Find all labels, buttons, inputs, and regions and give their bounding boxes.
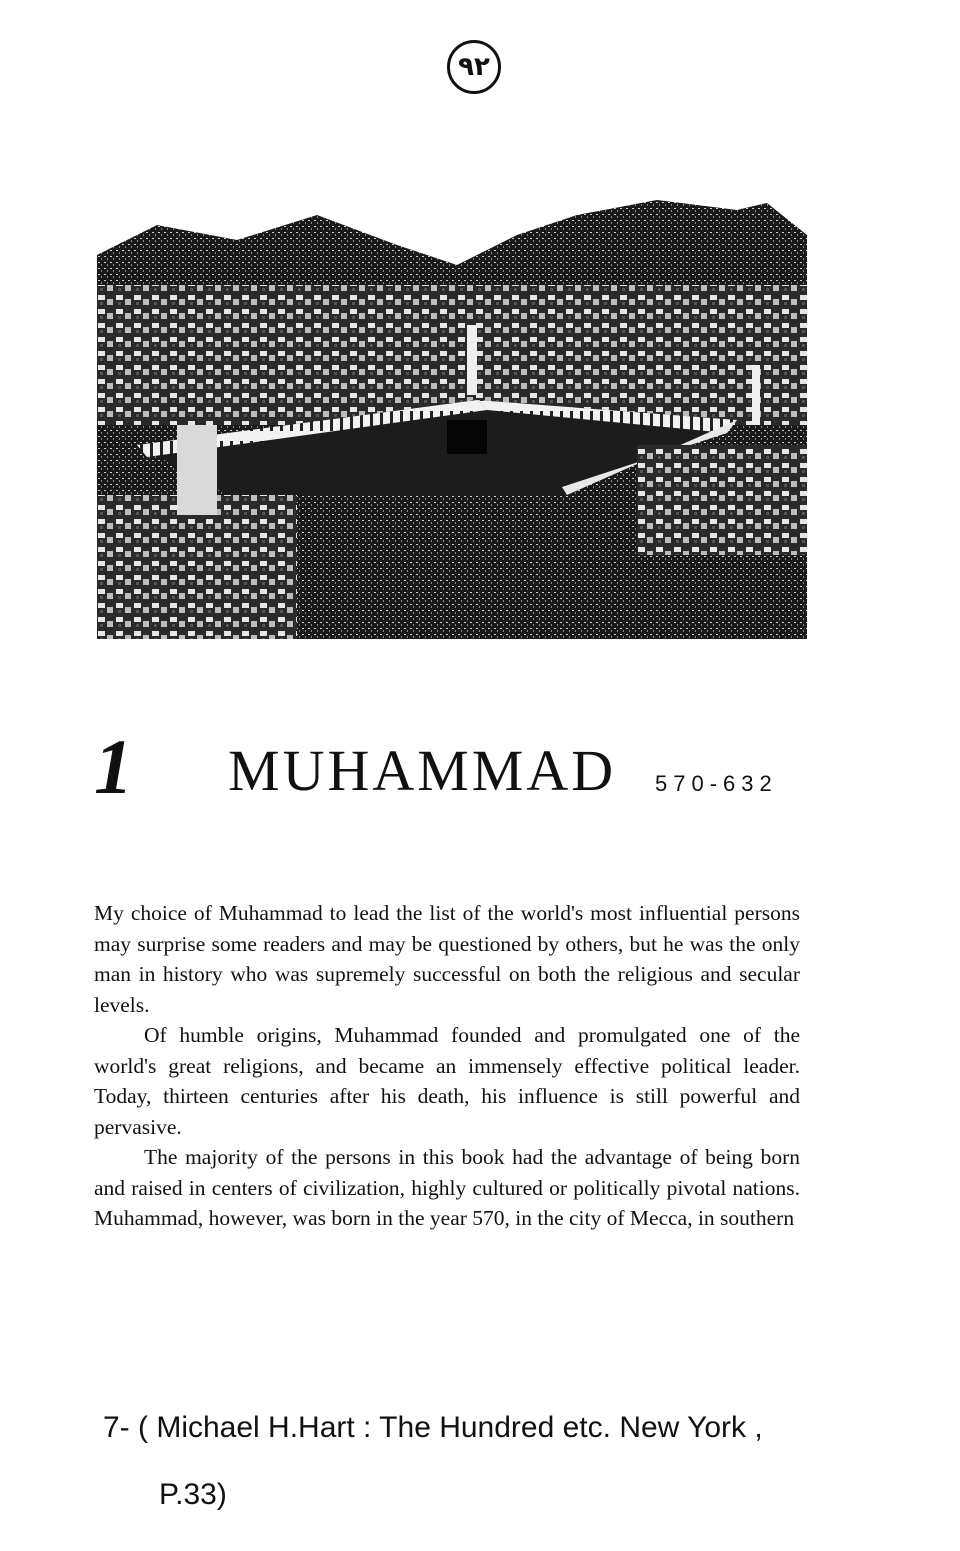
body-text bbox=[94, 898, 800, 1234]
citation-line-1: 7- ( Michael H.Hart : The Hundred etc. New York , bbox=[103, 1411, 763, 1444]
chapter-title: MUHAMMAD bbox=[228, 738, 617, 803]
citation-line-2: P.33) bbox=[159, 1478, 227, 1511]
chapter-dates: 570-632 bbox=[655, 771, 778, 796]
citation bbox=[103, 1413, 903, 1510]
page-number-badge bbox=[447, 40, 501, 94]
body-paragraph: The majority of the persons in this book had the advantage of being born and raised in centers of civilization, highly cultured or politically pivotal nations. Muhammad, however, was born in the year 570, in the city of Mecca, in southern bbox=[94, 1145, 800, 1230]
mecca-photo-illustration bbox=[97, 195, 807, 639]
page-number-text: ٩٢ bbox=[458, 52, 490, 82]
chapter-number: 1 bbox=[94, 723, 133, 810]
body-paragraph: My choice of Muhammad to lead the list of the world's most influential persons may surprise some readers and may be questioned by others, but he was the only man in history who was supremely successful on both the religious and secular levels. bbox=[94, 901, 800, 1017]
mecca-photo bbox=[97, 195, 807, 639]
body-paragraph: Of humble origins, Muhammad founded and promulgated one of the world's great religions, and became an immensely effective political leader. Today, thirteen centuries after his death, his influence is still powerful and pervasive. bbox=[94, 1023, 800, 1139]
